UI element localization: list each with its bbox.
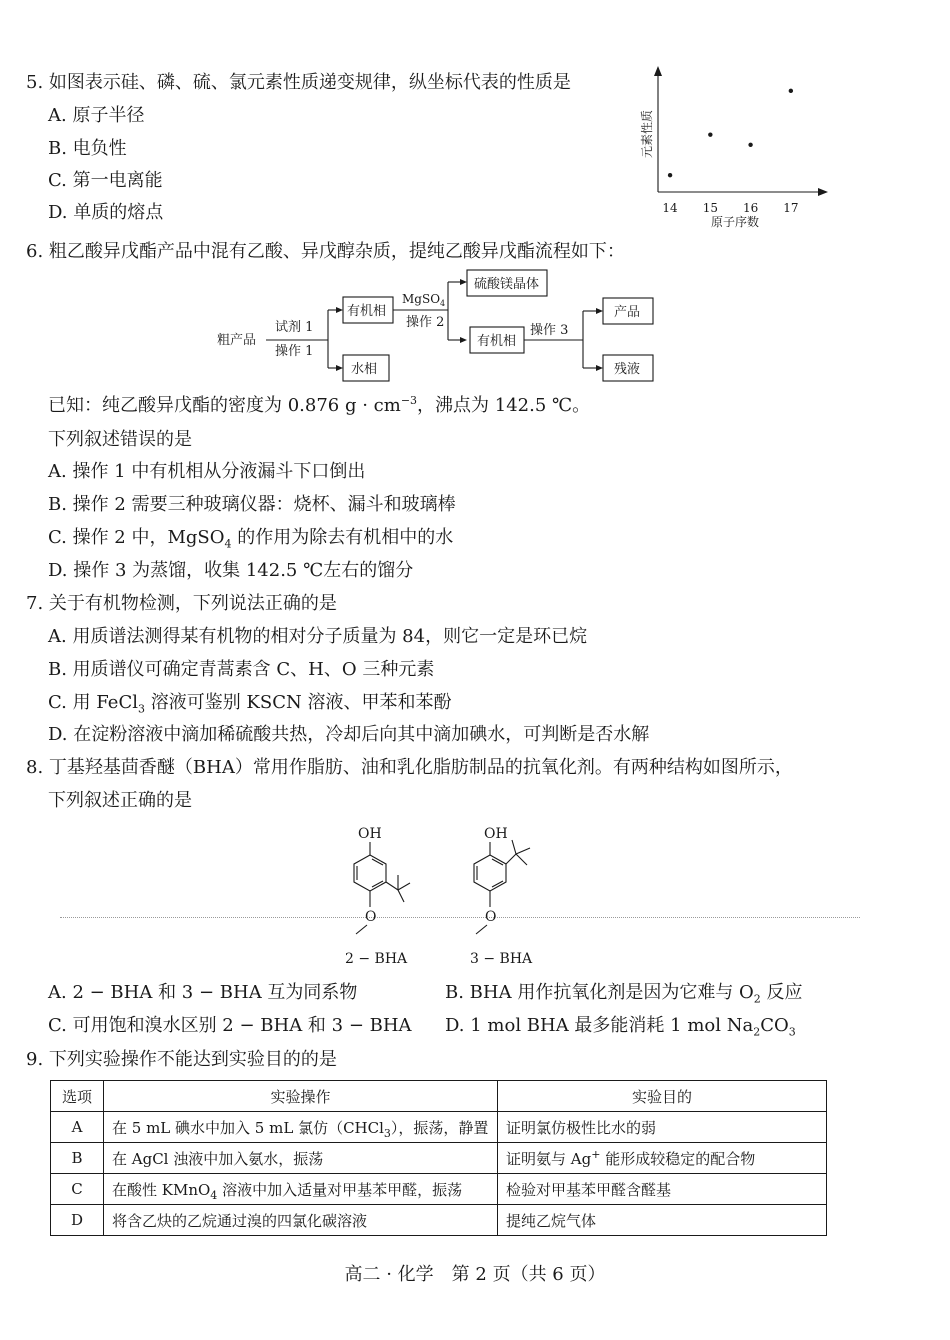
x-tick-label: 17 (783, 201, 799, 215)
q6-stem: 6. 粗乙酸异戊酯产品中混有乙酸、异戊醇杂质，提纯乙酸异戊酯流程如下： (26, 241, 625, 262)
q8-option-a: A. 2 − BHA 和 3 − BHA 互为同系物 (48, 982, 358, 1003)
y-axis-label: 元素性质 (640, 109, 654, 159)
x-tick-label: 16 (742, 201, 759, 215)
molecule-2-bha (330, 820, 430, 970)
row-goal: 检验对甲基苯甲醛含醛基 (498, 1174, 827, 1205)
q5-option-b: B. 电负性 (48, 138, 127, 159)
row-goal: 提纯乙烷气体 (498, 1205, 827, 1236)
flow-op2: 操作 2 (406, 315, 445, 330)
fold-line (60, 917, 860, 918)
row-option: A (51, 1112, 104, 1143)
table-row (51, 1143, 827, 1174)
q6-flowchart (200, 266, 670, 386)
q8-option-b: B. BHA 用作抗氧化剂是因为它难与 $O_2$ 反应 (445, 982, 803, 1006)
flow-organic2: 有机相 (477, 334, 517, 349)
table-row (51, 1174, 827, 1205)
q6-option-b: B. 操作 2 需要三种玻璃仪器：烧杯、漏斗和玻璃棒 (48, 494, 456, 515)
row-operation: 将含乙炔的乙烷通过溴的四氯化碳溶液 (104, 1205, 498, 1236)
row-goal: 证明氨与 Ag+ 能形成较稳定的配合物 (498, 1143, 827, 1174)
q6-question: 下列叙述错误的是 (48, 429, 192, 450)
page-footer: 高二 · 化学 第 2 页（共 6 页） (344, 1264, 606, 1285)
q8-option-d: D. 1 mol BHA 最多能消耗 1 mol $Na_2CO_3$ (445, 1015, 796, 1039)
table-header: 实验操作 (104, 1081, 498, 1112)
x-axis-arrow (818, 188, 828, 196)
q9-stem: 9. 下列实验操作不能达到实验目的的是 (26, 1049, 337, 1070)
q6-option-c: C. 操作 2 中，MgSO$_4$ 的作用为除去有机相中的水 (48, 527, 454, 551)
q7-option-a: A. 用质谱法测得某有机物的相对分子质量为 84，则它一定是环已烷 (48, 626, 588, 647)
flow-start: 粗产品 (217, 333, 257, 348)
q7-option-d: D. 在淀粉溶液中滴加稀硫酸共热，冷却后向其中滴加碘水，可判断是否水解 (48, 724, 650, 745)
flow-organic1: 有机相 (347, 304, 387, 319)
svg-text:OH: OH (358, 826, 382, 842)
row-goal: 证明氯仿极性比水的弱 (498, 1112, 827, 1143)
q6-known: 已知：纯乙酸异戊酯的密度为 0.876 $g \cdot cm^{-3}$，沸点为 142.5 ℃。 (48, 394, 591, 416)
data-point (748, 143, 752, 147)
svg-text:O: O (365, 909, 377, 925)
q6-option-d: D. 操作 3 为蒸馏，收集 142.5 ℃左右的馏分 (48, 560, 414, 581)
row-operation: 在 AgCl 浊液中加入氨水，振荡 (104, 1143, 498, 1174)
flow-op3: 操作 3 (530, 323, 569, 338)
table-row (51, 1205, 827, 1236)
q5-option-c: C. 第一电离能 (48, 170, 163, 191)
data-point (668, 173, 672, 177)
molecule-2-bha-label: 2 − BHA (345, 951, 408, 967)
q8-question: 下列叙述正确的是 (48, 790, 192, 811)
q5-stem: 5. 如图表示硅、磷、硫、氯元素性质递变规律，纵坐标代表的性质是 (26, 72, 571, 93)
q7-option-b: B. 用质谱仪可确定青蒿素含 C、H、O 三种元素 (48, 659, 435, 680)
table-header-row (51, 1081, 827, 1112)
q5-option-a: A. 原子半径 (48, 105, 145, 126)
x-tick-label: 14 (662, 201, 678, 215)
row-option: C (51, 1174, 104, 1205)
data-points (668, 89, 793, 178)
row-option: D (51, 1205, 104, 1236)
flow-reagent2: MgSO$_4$ (402, 292, 446, 308)
x-tick-label: 15 (702, 201, 718, 215)
q5-scatter-chart (630, 62, 840, 232)
table-header: 选项 (51, 1081, 104, 1112)
data-point (789, 89, 793, 93)
x-axis-label: 原子序数 (710, 215, 760, 229)
q8-stem: 8. 丁基羟基茴香醚（BHA）常用作脂肪、油和乳化脂肪制品的抗氧化剂。有两种结构如图所示， (26, 757, 793, 778)
flow-op1: 操作 1 (275, 344, 314, 359)
q7-option-c: C. 用 FeCl$_3$ 溶液可鉴别 KSCN 溶液、甲苯和苯酚 (48, 692, 452, 716)
row-operation: 在酸性 KMnO$_4$ 溶液中加入适量对甲基苯甲醛，振荡 (104, 1174, 498, 1205)
flow-reagent1: 试剂 1 (275, 320, 314, 335)
molecule-3-bha-label: 3 − BHA (470, 951, 533, 967)
flow-water: 水相 (351, 362, 378, 377)
row-option: B (51, 1143, 104, 1174)
row-operation: 在 5 mL 碘水中加入 5 mL 氯仿（CHCl$_3$），振荡，静置 (104, 1112, 498, 1143)
q6-option-a: A. 操作 1 中有机相从分液漏斗下口倒出 (48, 461, 366, 482)
q5-option-d: D. 单质的熔点 (48, 202, 164, 223)
flow-product: 产品 (614, 305, 641, 320)
data-point (708, 132, 712, 136)
q8-option-c: C. 可用饱和溴水区别 2 − BHA 和 3 − BHA (48, 1015, 412, 1036)
table-header: 实验目的 (498, 1081, 827, 1112)
y-axis-arrow (654, 66, 662, 76)
molecule-3-bha (450, 820, 560, 970)
flow-crystal: 硫酸镁晶体 (474, 277, 540, 292)
flow-residue: 残液 (614, 362, 641, 377)
experiment-table (50, 1080, 827, 1236)
table-row (51, 1112, 827, 1143)
svg-text:O: O (485, 909, 497, 925)
svg-text:OH: OH (484, 826, 508, 842)
q7-stem: 7. 关于有机物检测，下列说法正确的是 (26, 593, 337, 614)
